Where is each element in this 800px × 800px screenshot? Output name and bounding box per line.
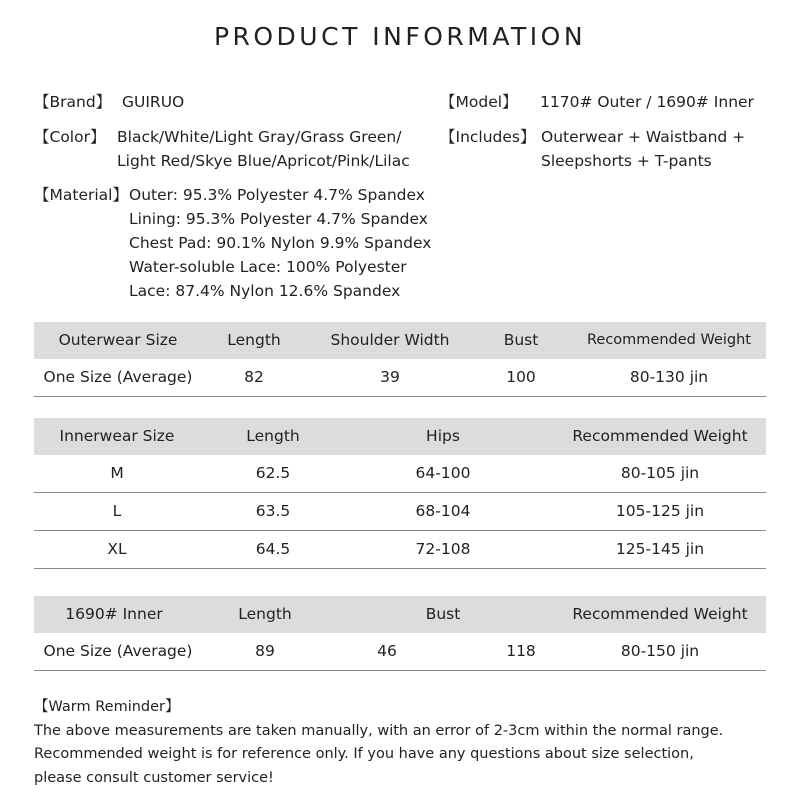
table-cell: 80-150 jin (620, 642, 700, 660)
reminder-line: Recommended weight is for reference only. If you have any questions about size selection, (34, 746, 694, 762)
table-cell: 82 (244, 368, 264, 386)
table-cell: 63.5 (255, 502, 291, 520)
table-cell: 46 (377, 642, 397, 660)
material-label: 【Material】 (34, 186, 128, 204)
includes-line: Sleepshorts + T-pants (541, 152, 712, 170)
page-title: PRODUCT INFORMATION (213, 22, 587, 51)
brand-label: 【Brand】 (34, 93, 112, 111)
reminder-line: please consult customer service! (34, 769, 274, 786)
material-line: Lace: 87.4% Nylon 12.6% Spandex (129, 282, 401, 300)
table-cell: One Size (Average) (43, 368, 193, 386)
reminder-title: 【Warm Reminder】 (34, 699, 180, 715)
column-header: Bust (503, 331, 539, 349)
table-row (34, 531, 766, 569)
table-header (34, 418, 766, 455)
warm-reminder (34, 696, 723, 790)
table-cell: 125-145 jin (615, 540, 705, 558)
color-line: Black/White/Light Gray/Grass Green/ (117, 128, 402, 146)
table-cell: 64-100 (415, 464, 471, 482)
table-cell: 100 (506, 368, 536, 386)
includes-label: 【Includes】 (440, 128, 536, 146)
color-label: 【Color】 (34, 128, 106, 146)
column-header: Recommended Weight (586, 332, 752, 348)
table-header (34, 596, 766, 633)
outerwear-size-table (34, 322, 766, 397)
table-row (34, 633, 766, 671)
table-cell: 89 (255, 642, 275, 660)
table-row (34, 455, 766, 493)
table-cell: 64.5 (255, 540, 291, 558)
table-cell: 72-108 (415, 540, 471, 558)
model-value: 1170# Outer / 1690# Inner (540, 93, 754, 111)
column-header: Recommended Weight (572, 427, 748, 445)
material-line: Chest Pad: 90.1% Nylon 9.9% Spandex (129, 234, 432, 252)
reminder-line: The above measurements are taken manually, with an error of 2-3cm within the normal range. (34, 722, 724, 739)
column-header: Outerwear Size (58, 331, 178, 349)
table-cell: 80-105 jin (620, 464, 700, 482)
includes-line: Outerwear + Waistband + (541, 128, 746, 146)
column-header: Length (227, 331, 281, 349)
inner-1690-size-table (34, 596, 766, 671)
column-header: 1690# Inner (65, 605, 163, 623)
material-line: Lining: 95.3% Polyester 4.7% Spandex (129, 210, 428, 228)
column-header: Shoulder Width (330, 331, 450, 349)
column-header: Length (246, 427, 300, 445)
table-cell: 68-104 (415, 502, 471, 520)
table-row (34, 359, 766, 397)
table-cell: 39 (380, 368, 400, 386)
table-header (34, 322, 766, 359)
model-label: 【Model】 (440, 93, 518, 111)
column-header: Hips (426, 427, 460, 445)
table-cell: 105-125 jin (615, 502, 705, 520)
innerwear-size-table (34, 418, 766, 569)
brand-value: GUIRUO (122, 93, 185, 111)
material-line: Water-soluble Lace: 100% Polyester (129, 258, 407, 276)
column-header: Bust (425, 605, 461, 623)
table-cell: M (110, 464, 124, 482)
column-header: Length (238, 605, 292, 623)
column-header: Innerwear Size (59, 427, 175, 445)
table-cell: XL (107, 540, 127, 558)
table-cell: 80-130 jin (629, 368, 709, 386)
table-cell: 62.5 (255, 464, 291, 482)
table-cell: One Size (Average) (43, 642, 193, 660)
table-cell: 118 (506, 642, 536, 660)
color-line: Light Red/Skye Blue/Apricot/Pink/Lilac (117, 152, 410, 170)
material-line: Outer: 95.3% Polyester 4.7% Spandex (129, 186, 425, 204)
table-row (34, 493, 766, 531)
column-header: Recommended Weight (572, 605, 748, 623)
table-cell: L (112, 502, 122, 520)
